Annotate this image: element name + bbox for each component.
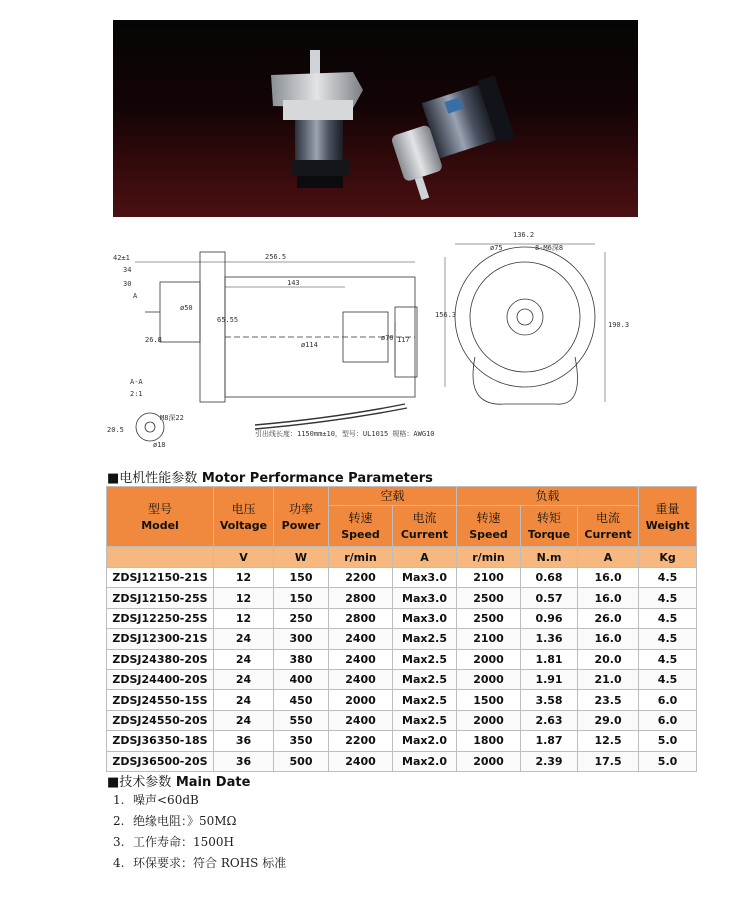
table-row [107, 669, 697, 689]
table-cell: 250 [274, 608, 329, 628]
dim-20: 20.5 [107, 426, 124, 434]
unit-cell: Kg [639, 547, 697, 568]
table-cell: 24 [214, 710, 274, 730]
table-cell: 21.0 [578, 669, 639, 689]
table-cell: 4.5 [639, 608, 697, 628]
list-item: 1. 噪声<60dB [113, 793, 199, 807]
motor-photo-illustration [113, 20, 638, 217]
dim-aa: A-A [130, 378, 143, 386]
table-cell: 1800 [457, 731, 521, 751]
unit-cell: r/min [329, 547, 393, 568]
table-cell: 24 [214, 649, 274, 669]
table-cell: 550 [274, 710, 329, 730]
table-cell: 2400 [329, 629, 393, 649]
table-cell: 17.5 [578, 751, 639, 771]
table-cell: 26.0 [578, 608, 639, 628]
table-cell: 12.5 [578, 731, 639, 751]
table-cell: 4.5 [639, 649, 697, 669]
table-row [107, 629, 697, 649]
table-cell: Max2.5 [393, 629, 457, 649]
table-cell: 5.0 [639, 751, 697, 771]
table-cell: 12 [214, 608, 274, 628]
col-load-speed: 转速 Speed [457, 506, 521, 547]
table-cell: 2800 [329, 588, 393, 608]
dim-26: 26.8 [145, 336, 162, 344]
table-cell: 350 [274, 731, 329, 751]
table-cell: Max2.0 [393, 731, 457, 751]
dim-256: 256.5 [265, 253, 287, 261]
table-cell: Max2.5 [393, 649, 457, 669]
table-cell: ZDSJ24550-15S [107, 690, 214, 710]
dim-34: 34 [123, 266, 132, 274]
table-cell: 0.96 [521, 608, 578, 628]
table-cell: 36 [214, 731, 274, 751]
table-cell: 300 [274, 629, 329, 649]
table-row [107, 568, 697, 588]
section-marker: ■ [107, 471, 120, 486]
unit-cell: A [578, 547, 639, 568]
section-title-en: Main Date [175, 775, 251, 790]
table-cell: 4.5 [639, 588, 697, 608]
dim-117: 117 [397, 336, 410, 344]
table-cell: Max2.5 [393, 669, 457, 689]
table-cell: 24 [214, 629, 274, 649]
table-cell: 1.91 [521, 669, 578, 689]
table-cell: 2500 [457, 588, 521, 608]
table-cell: 2200 [329, 731, 393, 751]
table-cell: ZDSJ12150-25S [107, 588, 214, 608]
table-cell: 16.0 [578, 588, 639, 608]
table-row [107, 710, 697, 730]
tech-param-list [113, 790, 286, 874]
table-cell: 150 [274, 588, 329, 608]
list-item: 3. 工作寿命：1500H [113, 835, 235, 849]
section-heading-performance [107, 467, 433, 486]
dim-o18: ø18 [153, 441, 166, 449]
table-cell: 12 [214, 568, 274, 588]
col-load-torque: 转矩 Torque [521, 506, 578, 547]
group-noload: 空载 [329, 487, 457, 506]
performance-table-body [107, 568, 697, 772]
dim-o75: ø75 [490, 244, 503, 252]
dimension-drawing [105, 222, 630, 460]
table-cell: 3.58 [521, 690, 578, 710]
table-cell: 29.0 [578, 710, 639, 730]
group-load: 负载 [457, 487, 639, 506]
table-cell: 23.5 [578, 690, 639, 710]
table-cell: 4.5 [639, 568, 697, 588]
table-cell: 24 [214, 690, 274, 710]
table-cell: ZDSJ12150-21S [107, 568, 214, 588]
table-cell: ZDSJ24550-20S [107, 710, 214, 730]
table-cell: 1500 [457, 690, 521, 710]
dim-190: 190.3 [608, 321, 630, 329]
unit-cell: r/min [457, 547, 521, 568]
dim-143: 143 [287, 279, 300, 287]
dim-136: 136.2 [513, 231, 535, 239]
unit-cell [107, 547, 214, 568]
unit-cell: W [274, 547, 329, 568]
product-photo [113, 20, 638, 217]
table-cell: ZDSJ12300-21S [107, 629, 214, 649]
table-cell: Max2.5 [393, 710, 457, 730]
table-cell: Max2.0 [393, 751, 457, 771]
unit-cell: N.m [521, 547, 578, 568]
table-cell: 2000 [457, 710, 521, 730]
table-cell: 2000 [457, 751, 521, 771]
table-cell: 2400 [329, 649, 393, 669]
table-cell: ZDSJ24380-20S [107, 649, 214, 669]
dim-156: 156.3 [435, 311, 457, 319]
dim-o70: ø70 [381, 334, 394, 342]
dim-m6: 8-M6深8 [535, 244, 564, 252]
table-cell: 150 [274, 568, 329, 588]
table-cell: Max2.5 [393, 690, 457, 710]
table-row [107, 731, 697, 751]
table-cell: 400 [274, 669, 329, 689]
table-cell: 2800 [329, 608, 393, 628]
table-cell: 24 [214, 669, 274, 689]
table-cell: 2.63 [521, 710, 578, 730]
table-cell: 1.36 [521, 629, 578, 649]
section-heading-tech [107, 771, 250, 790]
wire-note: 引出线长度：1150mm±10，型号：UL1015 规格：AWG10 [255, 430, 435, 438]
table-cell: 6.0 [639, 710, 697, 730]
dim-a: A [133, 292, 138, 300]
table-cell: 20.0 [578, 649, 639, 669]
dim-o50: ø50 [180, 304, 193, 312]
performance-table [106, 486, 697, 772]
table-cell: 2000 [457, 669, 521, 689]
table-cell: 2000 [457, 649, 521, 669]
table-cell: 2000 [329, 690, 393, 710]
table-cell: 16.0 [578, 629, 639, 649]
table-cell: ZDSJ36500-20S [107, 751, 214, 771]
dim-scale: 2:1 [130, 390, 143, 398]
table-cell: 380 [274, 649, 329, 669]
table-cell: 2.39 [521, 751, 578, 771]
table-cell: 450 [274, 690, 329, 710]
list-item: 2. 绝缘电阻：》50MΩ [113, 814, 237, 828]
section-title-cn: 电机性能参数 [119, 471, 198, 486]
table-cell: 2100 [457, 629, 521, 649]
table-cell: 0.57 [521, 588, 578, 608]
table-cell: ZDSJ24400-20S [107, 669, 214, 689]
dim-m8: M8深22 [160, 414, 184, 422]
table-cell: 500 [274, 751, 329, 771]
table-cell: 1.87 [521, 731, 578, 751]
table-cell: 2200 [329, 568, 393, 588]
col-noload-speed: 转速 Speed [329, 506, 393, 547]
table-cell: 6.0 [639, 690, 697, 710]
col-noload-current: 电流 Current [393, 506, 457, 547]
table-cell: 16.0 [578, 568, 639, 588]
col-load-current: 电流 Current [578, 506, 639, 547]
table-cell: Max3.0 [393, 608, 457, 628]
col-model: 型号 Model [107, 487, 214, 547]
table-cell: Max3.0 [393, 568, 457, 588]
dim-o114: ø114 [301, 341, 318, 349]
dim-30: 30 [123, 280, 132, 288]
technical-drawing [105, 222, 630, 460]
table-cell: 4.5 [639, 669, 697, 689]
motor-right [382, 75, 524, 203]
table-row [107, 588, 697, 608]
section-marker: ■ [107, 775, 120, 790]
table-cell: 2400 [329, 710, 393, 730]
unit-cell: A [393, 547, 457, 568]
col-weight: 重量 Weight [639, 487, 697, 547]
table-cell: 2500 [457, 608, 521, 628]
col-power: 功率 Power [274, 487, 329, 547]
table-row [107, 649, 697, 669]
table-row [107, 751, 697, 771]
table-cell: 12 [214, 588, 274, 608]
table-cell: ZDSJ36350-18S [107, 731, 214, 751]
table-row [107, 690, 697, 710]
motor-left [271, 50, 363, 188]
table-cell: 2400 [329, 751, 393, 771]
col-voltage: 电压 Voltage [214, 487, 274, 547]
table-cell: 4.5 [639, 629, 697, 649]
dim-42: 42±1 [113, 254, 130, 262]
section-title-cn: 技术参数 [119, 775, 172, 790]
dim-65: 65.55 [217, 316, 239, 324]
table-cell: 1.81 [521, 649, 578, 669]
table-cell: 2100 [457, 568, 521, 588]
section-title-en: Motor Performance Parameters [201, 471, 433, 486]
table-cell: Max3.0 [393, 588, 457, 608]
table-cell: 2400 [329, 669, 393, 689]
unit-cell: V [214, 547, 274, 568]
table-cell: 0.68 [521, 568, 578, 588]
table-cell: 5.0 [639, 731, 697, 751]
list-item: 4. 环保要求：符合 ROHS 标准 [113, 856, 287, 870]
table-row [107, 608, 697, 628]
table-cell: ZDSJ12250-25S [107, 608, 214, 628]
table-cell: 36 [214, 751, 274, 771]
